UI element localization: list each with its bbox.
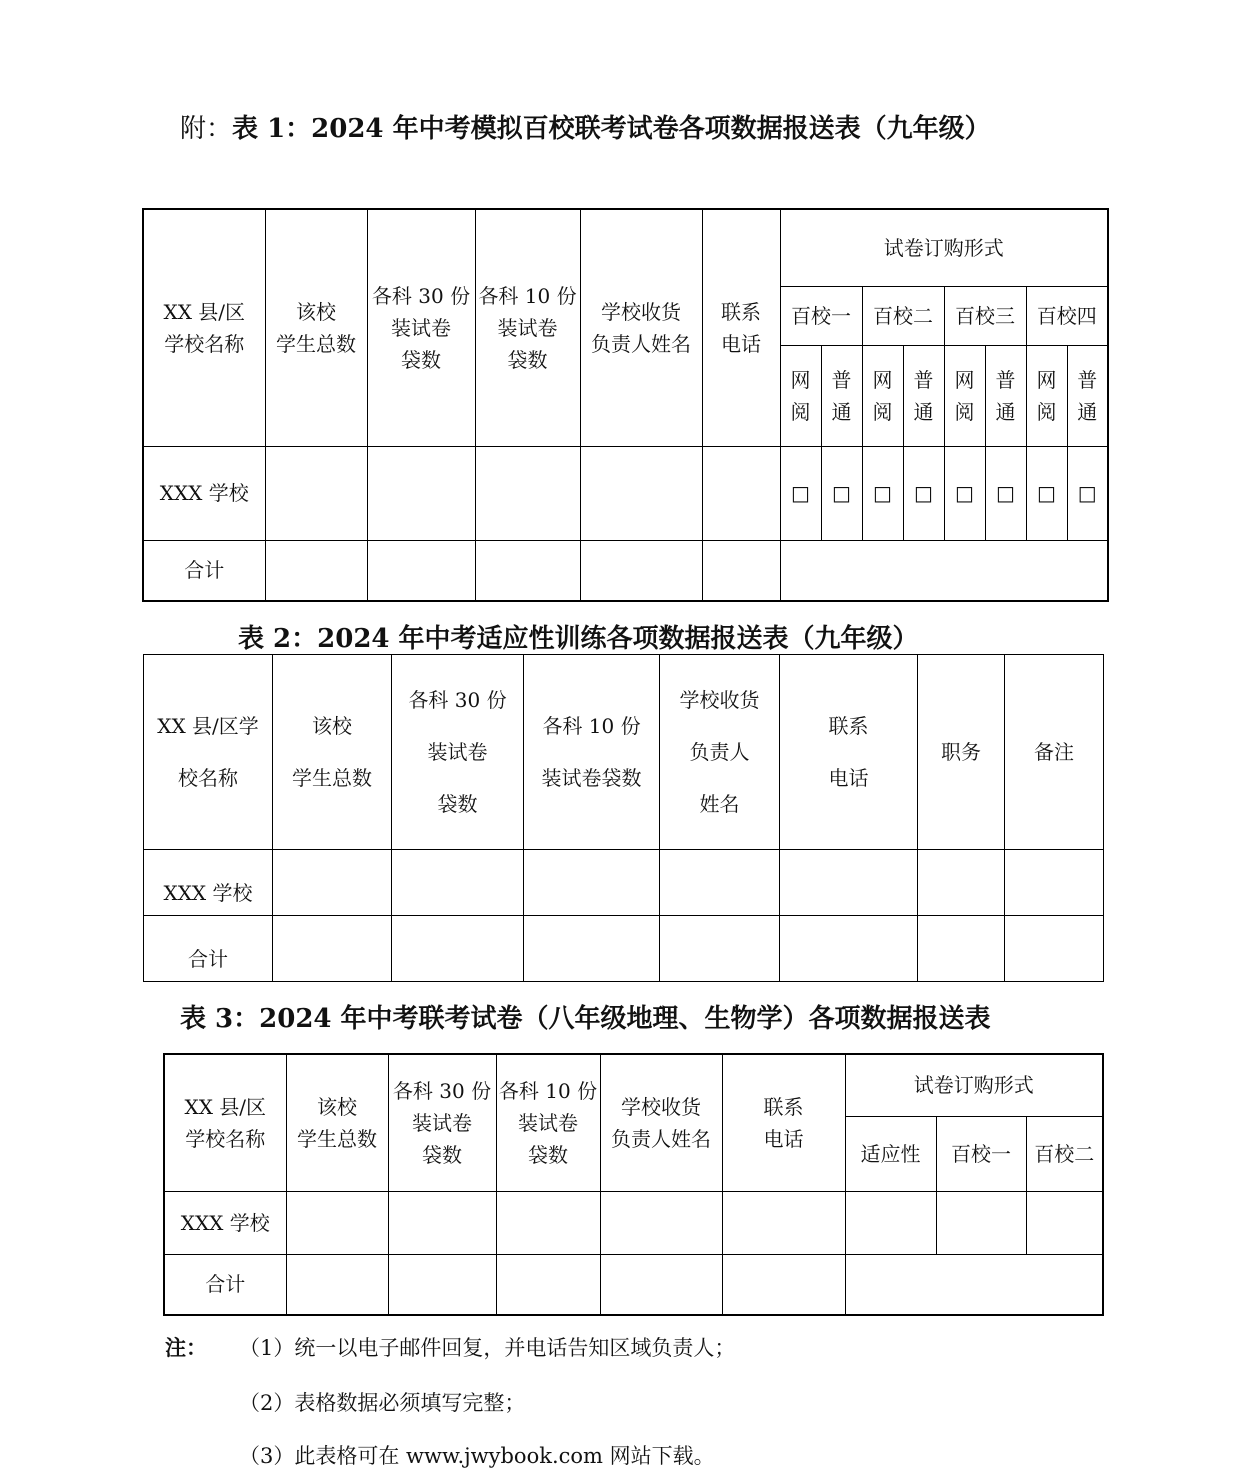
t1-row-school-label: XXX 学校	[143, 446, 265, 540]
t3-total-phone[interactable]	[722, 1254, 845, 1315]
t1-checkbox-normal-2[interactable]: □	[903, 446, 944, 540]
t1-header-group-1: 百校一	[780, 286, 862, 345]
t1-checkbox-online-4[interactable]: □	[1026, 446, 1067, 540]
t1-total-order-form[interactable]	[780, 540, 1108, 601]
t1-sub-online-1: 网 阅	[780, 345, 821, 446]
t1-cell-students[interactable]	[265, 446, 367, 540]
t1-sub-online-4: 网 阅	[1026, 345, 1067, 446]
t1-total-students[interactable]	[265, 540, 367, 601]
t2-header-bags30: 各科 30 份 装试卷 袋数	[392, 655, 524, 850]
t1-cell-bags10[interactable]	[475, 446, 580, 540]
t2-total-receiver[interactable]	[660, 916, 780, 982]
note-item-1: （1）统一以电子邮件回复，并电话告知区域负责人；	[239, 1336, 736, 1360]
t1-header-students: 该校 学生总数	[265, 209, 367, 446]
t1-sub-normal-2: 普 通	[903, 345, 944, 446]
t3-cell-bags10[interactable]	[496, 1191, 600, 1254]
t2-cell-bags30[interactable]	[392, 850, 524, 916]
t1-sub-normal-4: 普 通	[1067, 345, 1108, 446]
note-item-3: （3）此表格可在 www.jwybook.com 网站下载。	[239, 1444, 715, 1468]
t2-header-receiver: 学校收货 负责人 姓名	[660, 655, 780, 850]
t2-total-remarks[interactable]	[1005, 916, 1104, 982]
t2-header-students: 该校 学生总数	[273, 655, 392, 850]
t1-total-bags10[interactable]	[475, 540, 580, 601]
t2-total-position[interactable]	[918, 916, 1005, 982]
t1-header-receiver: 学校收货 负责人姓名	[580, 209, 702, 446]
note-item-2: （2）表格数据必须填写完整；	[239, 1391, 526, 1415]
t1-total-bags30[interactable]	[367, 540, 475, 601]
t2-total-phone[interactable]	[780, 916, 918, 982]
t2-row-school-label: XXX 学校	[144, 850, 273, 916]
table1-title	[180, 108, 991, 145]
t3-header-order-form: 试卷订购形式	[845, 1054, 1103, 1116]
t1-sub-online-3: 网 阅	[944, 345, 985, 446]
table2	[143, 654, 1104, 982]
t2-header-phone: 联系 电话	[780, 655, 918, 850]
t3-row-school-label: XXX 学校	[164, 1191, 286, 1254]
t1-total-phone[interactable]	[702, 540, 780, 601]
t3-header-option-2: 百校一	[936, 1116, 1026, 1191]
table1	[142, 208, 1109, 602]
t1-cell-phone[interactable]	[702, 446, 780, 540]
t1-header-phone: 联系 电话	[702, 209, 780, 446]
t2-cell-receiver[interactable]	[660, 850, 780, 916]
t1-sub-online-2: 网 阅	[862, 345, 903, 446]
t3-total-order-form[interactable]	[845, 1254, 1103, 1315]
t2-header-school: XX 县/区学 校名称	[144, 655, 273, 850]
t2-cell-position[interactable]	[918, 850, 1005, 916]
t1-cell-bags30[interactable]	[367, 446, 475, 540]
t1-header-bags30: 各科 30 份 装试卷 袋数	[367, 209, 475, 446]
t3-cell-phone[interactable]	[722, 1191, 845, 1254]
t1-checkbox-online-2[interactable]: □	[862, 446, 903, 540]
t1-row-total-label: 合计	[143, 540, 265, 601]
t3-cell-students[interactable]	[286, 1191, 388, 1254]
t3-header-bags10: 各科 10 份 装试卷 袋数	[496, 1054, 600, 1191]
t1-checkbox-normal-1[interactable]: □	[821, 446, 862, 540]
t3-header-option-3: 百校二	[1026, 1116, 1103, 1191]
t3-header-students: 该校 学生总数	[286, 1054, 388, 1191]
table1-title-text: 表 1：2024 年中考模拟百校联考试卷各项数据报送表（九年级）	[232, 114, 991, 144]
t3-total-bags10[interactable]	[496, 1254, 600, 1315]
t3-header-option-1: 适应性	[845, 1116, 936, 1191]
t1-checkbox-normal-3[interactable]: □	[985, 446, 1026, 540]
t2-total-bags30[interactable]	[392, 916, 524, 982]
t3-cell-option-2[interactable]	[936, 1191, 1026, 1254]
t1-checkbox-online-1[interactable]: □	[780, 446, 821, 540]
t3-total-receiver[interactable]	[600, 1254, 722, 1315]
t3-cell-bags30[interactable]	[388, 1191, 496, 1254]
t3-row-total-label: 合计	[164, 1254, 286, 1315]
t1-sub-normal-3: 普 通	[985, 345, 1026, 446]
t1-header-bags10: 各科 10 份 装试卷 袋数	[475, 209, 580, 446]
t3-cell-receiver[interactable]	[600, 1191, 722, 1254]
t2-cell-phone[interactable]	[780, 850, 918, 916]
t2-cell-remarks[interactable]	[1005, 850, 1104, 916]
notes-label: 注：	[165, 1335, 207, 1360]
t3-cell-option-1[interactable]	[845, 1191, 936, 1254]
t3-header-receiver: 学校收货 负责人姓名	[600, 1054, 722, 1191]
table2-title: 表 2：2024 年中考适应性训练各项数据报送表（九年级）	[238, 624, 919, 654]
t1-header-group-2: 百校二	[862, 286, 944, 345]
t2-total-students[interactable]	[273, 916, 392, 982]
t3-cell-option-3[interactable]	[1026, 1191, 1103, 1254]
table1-title-prefix: 附：	[180, 114, 233, 144]
t1-header-school: XX 县/区 学校名称	[143, 209, 265, 446]
t1-sub-normal-1: 普 通	[821, 345, 862, 446]
t2-header-bags10: 各科 10 份 装试卷袋数	[524, 655, 660, 850]
t2-row-total-label: 合计	[144, 916, 273, 982]
t2-header-position: 职务	[918, 655, 1005, 850]
t1-total-receiver[interactable]	[580, 540, 702, 601]
t3-total-bags30[interactable]	[388, 1254, 496, 1315]
t3-header-school: XX 县/区 学校名称	[164, 1054, 286, 1191]
t2-cell-bags10[interactable]	[524, 850, 660, 916]
t2-cell-students[interactable]	[273, 850, 392, 916]
t2-header-remarks: 备注	[1005, 655, 1104, 850]
t1-checkbox-online-3[interactable]: □	[944, 446, 985, 540]
t3-header-bags30: 各科 30 份 装试卷 袋数	[388, 1054, 496, 1191]
t1-header-group-3: 百校三	[944, 286, 1026, 345]
table3	[163, 1053, 1104, 1316]
t1-checkbox-normal-4[interactable]: □	[1067, 446, 1108, 540]
t2-total-bags10[interactable]	[524, 916, 660, 982]
t1-cell-receiver[interactable]	[580, 446, 702, 540]
table3-title: 表 3：2024 年中考联考试卷（八年级地理、生物学）各项数据报送表	[180, 1004, 991, 1034]
t1-header-group-4: 百校四	[1026, 286, 1108, 345]
t3-header-phone: 联系 电话	[722, 1054, 845, 1191]
t1-header-order-form: 试卷订购形式	[780, 209, 1108, 286]
t3-total-students[interactable]	[286, 1254, 388, 1315]
